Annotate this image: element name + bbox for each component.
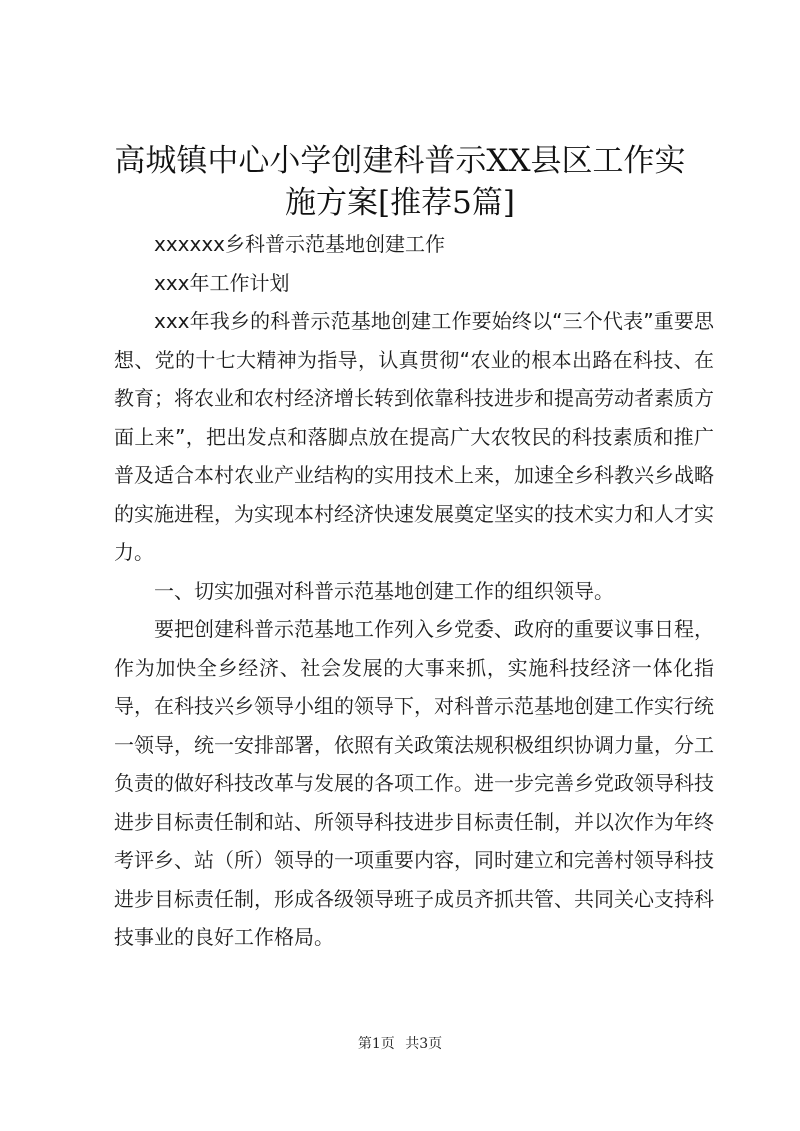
section-heading: 一、切实加强对科普示范基地创建工作的组织领导。: [154, 578, 614, 603]
page-number: 第1页: [357, 1036, 395, 1052]
page-footer: [0, 1034, 800, 1054]
paragraph: 要把创建科普示范基地工作列入乡党委、政府的重要议事日程，作为加快全乡经济、社会发展的大事来抓，实施科技经济一体化指导，在科技兴乡领导小组的领导下，对科普示范基地创建工作实行统一领导，统一安排部署，依照有关政策法规积极组织协调力量，分工负责的做好科技改革与发展的各项工作。进一步完善乡党政领导科技进步目标责任制和站、所领导科技进步目标责任制，并以次作为年终考评乡、站（所）领导的一项重要内容，同时建立和完善村领导科技进步目标责任制，形成各级领导班子成员齐抓共管、共同关心支持科技事业的良好工作格局。: [114, 617, 714, 949]
paragraph: xxx年我乡的科普示范基地创建工作要始终以“三个代表”重要思想、党的十七大精神为指导，认真贯彻“农业的根本出路在科技、在教育；将农业和农村经济增长转到依靠科技进步和提高劳动者素质方面上来”，把出发点和落脚点放在提高广大农牧民的科技素质和推广普及适合本村农业产业结构的实用技术上来，加速全乡科教兴乡战略的实施进程，为实现本村经济快速发展奠定坚实的技术实力和人才实力。: [114, 309, 714, 564]
document-body: [114, 225, 714, 957]
page-total: 共3页: [405, 1036, 443, 1052]
document-title: 高城镇中心小学创建科普示XX县区工作实施方案[推荐5篇]: [114, 143, 686, 221]
paragraph: xxxxxx乡科普示范基地创建工作: [154, 232, 446, 256]
paragraph: xxx年工作计划: [154, 270, 290, 295]
